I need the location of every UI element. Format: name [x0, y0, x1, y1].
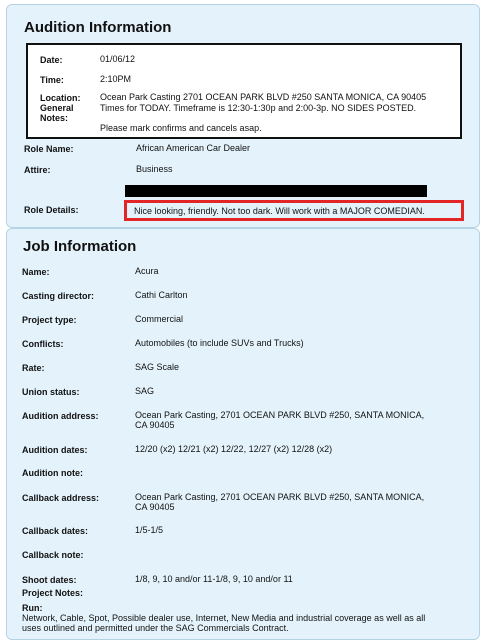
- location-label: Location:: [40, 93, 81, 103]
- casting-director-value: Cathi Carlton: [135, 290, 188, 300]
- role-details-value: Nice looking, friendly. Not too dark. Will work with a MAJOR COMEDIAN.: [134, 206, 425, 216]
- shoot-dates-value: 1/8, 9, 10 and/or 11-1/8, 9, 10 and/or 11: [135, 574, 293, 584]
- run-label: Run:: [22, 603, 43, 613]
- casting-director-label: Casting director:: [22, 291, 95, 301]
- general-notes-line1: Times for TODAY. Timeframe is 12:30-1:30p and 2:00-3p. NO SIDES POSTED.: [100, 103, 417, 113]
- union-status-value: SAG: [135, 386, 155, 396]
- job-name-label: Name:: [22, 267, 50, 277]
- role-details-highlight: [124, 200, 464, 221]
- audition-address-line1: Ocean Park Casting, 2701 OCEAN PARK BLVD #250, SANTA MONICA,: [135, 410, 425, 420]
- union-status-label: Union status:: [22, 387, 80, 397]
- attire-label: Attire:: [24, 165, 51, 175]
- audition-information-panel: [6, 4, 480, 228]
- role-name-label: Role Name:: [24, 144, 74, 154]
- general-notes-label-line2: Notes:: [40, 113, 69, 123]
- run-line2: uses outlined and permitted under the SAG Commercials Contract.: [22, 623, 289, 633]
- location-value: Ocean Park Casting 2701 OCEAN PARK BLVD #250 SANTA MONICA, CA 90405: [100, 92, 427, 102]
- audition-details-box: [26, 43, 462, 139]
- callback-dates-value: 1/5-1/5: [135, 525, 164, 535]
- callback-address-label: Callback address:: [22, 493, 100, 503]
- job-information-panel: [6, 228, 480, 640]
- job-information-title: Job Information: [23, 238, 137, 255]
- time-label: Time:: [40, 75, 64, 85]
- audition-address-line2: CA 90405: [135, 420, 175, 430]
- job-name-value: Acura: [135, 266, 159, 276]
- conflicts-value: Automobiles (to include SUVs and Trucks): [135, 338, 304, 348]
- project-type-value: Commercial: [135, 314, 184, 324]
- audition-note-label: Audition note:: [22, 468, 83, 478]
- project-type-label: Project type:: [22, 315, 77, 325]
- role-name-value: African American Car Dealer: [136, 143, 251, 153]
- project-notes-label: Project Notes:: [22, 588, 84, 598]
- audition-dates-value: 12/20 (x2) 12/21 (x2) 12/22, 12/27 (x2) 12/28 (x2): [135, 444, 333, 454]
- callback-dates-label: Callback dates:: [22, 526, 89, 536]
- run-line1: Network, Cable, Spot, Possible dealer use, Internet, New Media and industrial coverage as well as all: [22, 613, 426, 623]
- audition-address-label: Audition address:: [22, 411, 99, 421]
- audition-information-title: Audition Information: [24, 19, 172, 36]
- rate-label: Rate:: [22, 363, 45, 373]
- general-notes-line2: Please mark confirms and cancels asap.: [100, 123, 262, 133]
- callback-address-line1: Ocean Park Casting, 2701 OCEAN PARK BLVD #250, SANTA MONICA,: [135, 492, 425, 502]
- callback-note-label: Callback note:: [22, 550, 84, 560]
- rate-value: SAG Scale: [135, 362, 180, 372]
- shoot-dates-label: Shoot dates:: [22, 575, 77, 585]
- date-value: 01/06/12: [100, 54, 136, 64]
- role-details-label: Role Details:: [24, 205, 79, 215]
- redaction-bar: [125, 185, 427, 197]
- audition-dates-label: Audition dates:: [22, 445, 88, 455]
- callback-address-line2: CA 90405: [135, 502, 175, 512]
- date-label: Date:: [40, 55, 63, 65]
- general-notes-label-line1: General: [40, 103, 74, 113]
- attire-value: Business: [136, 164, 173, 174]
- conflicts-label: Conflicts:: [22, 339, 64, 349]
- time-value: 2:10PM: [100, 74, 132, 84]
